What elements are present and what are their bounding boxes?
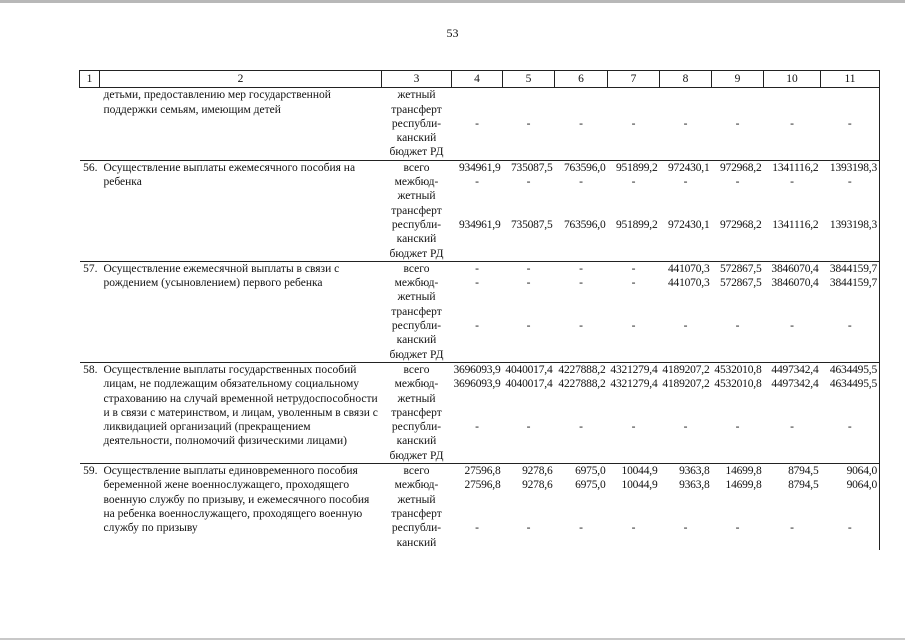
value-cell: 4532010,8	[714, 378, 762, 391]
value-cell: 441070,3	[660, 261, 712, 276]
value-cell	[555, 88, 608, 117]
value-cell	[712, 88, 764, 117]
value-cell: 1393198,3	[821, 218, 880, 261]
value-cell: 9278,6	[522, 479, 553, 492]
value-cell: 4532010,8	[712, 362, 764, 377]
row-number: 59.	[80, 464, 100, 550]
value-cell: -	[526, 421, 531, 434]
value-cell: 8794,5	[764, 464, 821, 479]
column-header: 4	[452, 71, 503, 88]
value-cell: 972430,1	[660, 160, 712, 175]
value-cell: -	[526, 522, 531, 535]
budget-table	[79, 70, 880, 550]
value-cell	[608, 88, 660, 117]
value-cell: 934961,9	[452, 160, 503, 175]
column-header: 1	[80, 71, 100, 88]
value-cell: 4634495,5	[821, 362, 880, 377]
value-cell: 4321279,4	[610, 378, 658, 391]
value-cell: 10044,9	[621, 479, 658, 492]
column-header: 2	[100, 71, 382, 88]
value-cell: -	[579, 277, 583, 290]
table-body	[80, 88, 880, 550]
value-cell: -	[790, 421, 794, 434]
value-cell: -	[631, 277, 636, 290]
value-cell: 4040017,4	[503, 362, 555, 377]
value-cell: -	[452, 261, 503, 276]
row-number: 57.	[80, 261, 100, 362]
value-cell: -	[683, 117, 688, 130]
value-cell: -	[631, 320, 636, 333]
value-cell: -	[683, 176, 688, 189]
value-cell: -	[579, 421, 583, 434]
funding-source: республи-канский бюджет РД	[389, 117, 444, 159]
value-cell: 14699,8	[725, 479, 762, 492]
column-header: 11	[821, 71, 880, 88]
value-cell: -	[526, 320, 531, 333]
column-header: 5	[503, 71, 555, 88]
value-cell: 572867,5	[719, 277, 762, 290]
value-cell: -	[735, 176, 740, 189]
funding-source: межбюд-жетный трансферт	[391, 479, 442, 520]
value-cell: 27596,8	[452, 464, 503, 479]
row-number	[80, 88, 100, 160]
table-row	[80, 464, 880, 479]
value-cell: -	[526, 176, 531, 189]
funding-source: всего	[382, 362, 452, 377]
row-number: 56.	[80, 160, 100, 261]
value-cell: 9363,8	[679, 479, 710, 492]
value-cell: -	[821, 521, 880, 550]
value-cell: 972430,1	[667, 218, 710, 231]
row-description: Осуществление ежемесячной выплаты в связи с рождением (усыновлением) первого ребенка	[100, 261, 382, 362]
value-cell: -	[683, 421, 688, 434]
funding-source: жетный трансферт	[382, 88, 452, 117]
column-header: 9	[712, 71, 764, 88]
value-cell: -	[735, 320, 740, 333]
column-header: 7	[608, 71, 660, 88]
value-cell: -	[683, 320, 688, 333]
value-cell: 3846070,4	[764, 261, 821, 276]
value-cell: 4227888,2	[555, 362, 608, 377]
funding-source: межбюд-жетный трансферт	[391, 277, 442, 318]
value-cell: 4497342,4	[764, 362, 821, 377]
value-cell: 441070,3	[667, 277, 710, 290]
value-cell: 735087,5	[510, 218, 553, 231]
value-cell	[660, 88, 712, 117]
value-cell: -	[526, 277, 531, 290]
value-cell: -	[579, 320, 583, 333]
value-cell: -	[631, 117, 636, 130]
column-header: 3	[382, 71, 452, 88]
funding-source: межбюд-жетный трансферт	[391, 378, 442, 419]
funding-source: республи-канский бюджет РД	[389, 421, 444, 462]
value-cell: -	[790, 176, 794, 189]
value-cell: -	[821, 420, 880, 463]
value-cell: -	[631, 522, 636, 535]
value-cell: -	[735, 522, 740, 535]
funding-source: всего	[382, 160, 452, 175]
value-cell: -	[821, 319, 880, 362]
value-cell: -	[475, 277, 479, 290]
value-cell: -	[475, 421, 479, 434]
value-cell: -	[475, 320, 479, 333]
funding-source: республи-канский	[391, 522, 442, 549]
value-cell: -	[735, 117, 740, 130]
value-cell: -	[526, 117, 531, 130]
value-cell: 951899,2	[608, 160, 660, 175]
value-cell: 9278,6	[503, 464, 555, 479]
table-header	[80, 71, 880, 88]
column-header: 8	[660, 71, 712, 88]
value-cell: 4497342,4	[771, 378, 819, 391]
value-cell: 4040017,4	[505, 378, 553, 391]
value-cell: 6975,0	[555, 464, 608, 479]
value-cell: -	[475, 176, 479, 189]
value-cell: -	[735, 421, 740, 434]
value-cell: -	[608, 261, 660, 276]
value-cell: -	[631, 176, 636, 189]
value-cell	[503, 88, 555, 117]
value-cell: -	[579, 522, 583, 535]
value-cell: 4321279,4	[608, 362, 660, 377]
value-cell: -	[579, 117, 583, 130]
table-row	[80, 88, 880, 117]
value-cell: 27596,8	[464, 479, 501, 492]
value-cell: 8794,5	[788, 479, 819, 492]
page-number: 53	[446, 26, 459, 40]
value-cell: -	[821, 175, 880, 218]
value-cell: 4189207,2	[660, 362, 712, 377]
value-cell: -	[503, 261, 555, 276]
value-cell: 9064,0	[821, 464, 880, 479]
value-cell: 3696093,9	[453, 363, 501, 376]
value-cell	[764, 88, 821, 117]
value-cell: 951899,2	[615, 218, 658, 231]
value-cell: 9363,8	[660, 464, 712, 479]
row-description: Осуществление выплаты ежемесячного пособия на ребенка	[100, 160, 382, 261]
value-cell: -	[631, 421, 636, 434]
value-cell: -	[475, 522, 479, 535]
value-cell: 6975,0	[575, 479, 606, 492]
value-cell: 4634495,5	[821, 377, 880, 420]
funding-source: республи-канский бюджет РД	[389, 218, 444, 260]
funding-source: межбюд-жетный трансферт	[391, 176, 442, 217]
funding-source: всего	[382, 261, 452, 276]
value-cell: -	[821, 117, 880, 160]
table-row	[80, 160, 880, 175]
value-cell: 3696093,9	[453, 378, 501, 391]
value-cell: 763596,0	[563, 218, 606, 231]
value-cell: 1341116,2	[772, 218, 819, 231]
value-cell: 972968,2	[719, 218, 762, 231]
row-description: Осуществление выплаты единовременного пособия беременной жене военнослужащего, проходящего военную службу по призыву, и ежемесячного пособия на ребенка военнослужащего, проходящего военную службу по призыву	[100, 464, 382, 550]
row-number: 58.	[80, 362, 100, 463]
value-cell: -	[790, 522, 794, 535]
value-cell	[452, 88, 503, 117]
table-row	[80, 261, 880, 276]
value-cell: 934961,9	[458, 218, 501, 231]
value-cell: -	[475, 117, 479, 130]
row-description: Осуществление выплаты государственных пособий лицам, не подлежащим обязательному социальному страхованию на случай временной нетрудоспособности и в связи с материнством, и лицам, уволенным в связи с ликвидацией организаций (прекращением деятельности, полномочий физическими лицами)	[100, 362, 382, 463]
funding-source: всего	[382, 464, 452, 479]
funding-source: республи-канский бюджет РД	[389, 320, 444, 361]
value-cell: 763596,0	[555, 160, 608, 175]
column-header: 6	[555, 71, 608, 88]
value-cell: 14699,8	[712, 464, 764, 479]
row-description: детьми, предоставлению мер государственной поддержки семьям, имеющим детей	[100, 88, 382, 160]
value-cell: 1341116,2	[764, 160, 821, 175]
value-cell: 4227888,2	[558, 378, 606, 391]
value-cell: -	[790, 320, 794, 333]
column-header: 10	[764, 71, 821, 88]
value-cell: 3844159,7	[821, 261, 880, 276]
value-cell: 10044,9	[608, 464, 660, 479]
value-cell: 572867,5	[712, 261, 764, 276]
value-cell: 3846070,4	[771, 277, 819, 290]
value-cell: -	[683, 522, 688, 535]
table-row	[80, 362, 880, 377]
value-cell: -	[555, 261, 608, 276]
value-cell: -	[579, 176, 583, 189]
value-cell	[821, 88, 880, 117]
scan-edge	[0, 0, 905, 3]
value-cell: 9064,0	[821, 478, 880, 521]
value-cell: -	[790, 117, 794, 130]
value-cell: 1393198,3	[821, 160, 880, 175]
value-cell: 4189207,2	[662, 378, 710, 391]
value-cell: 3844159,7	[821, 276, 880, 319]
value-cell: 735087,5	[503, 160, 555, 175]
value-cell: 972968,2	[712, 160, 764, 175]
